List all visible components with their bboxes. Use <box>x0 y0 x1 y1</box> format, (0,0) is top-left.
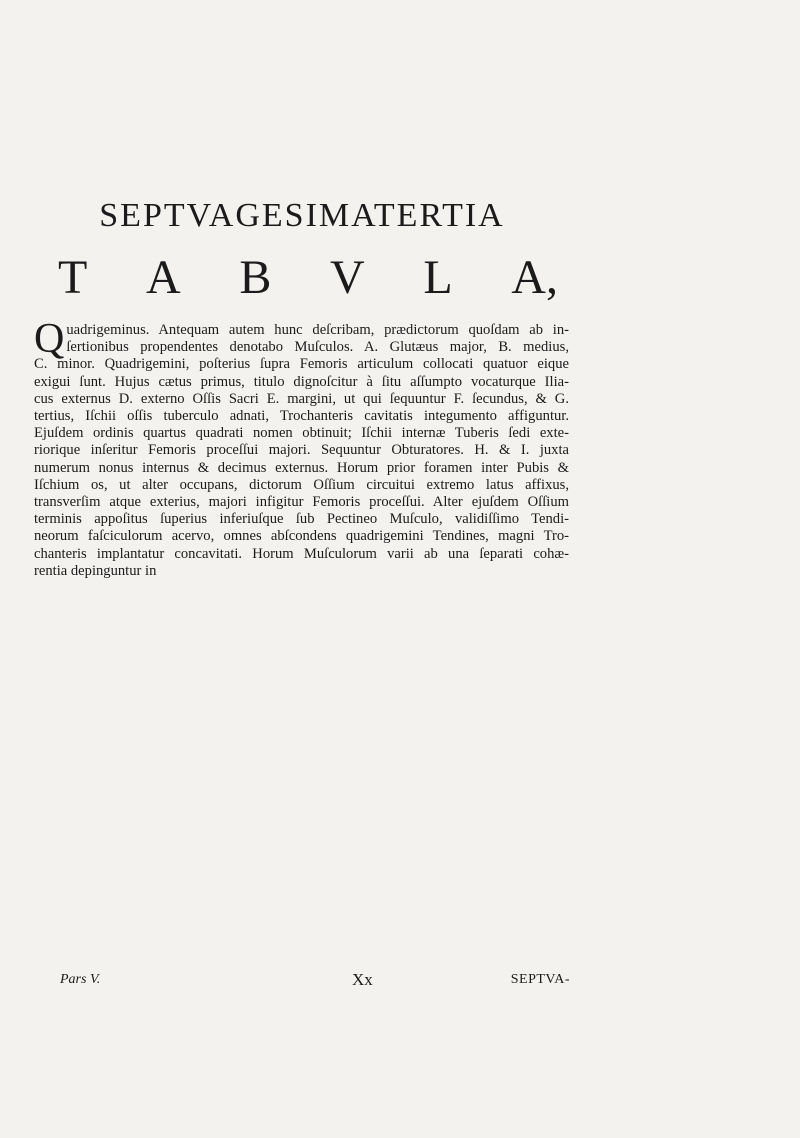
text-line: transverſim atque exterius, majori infigitur Femoris proceſſui. Alter ejuſdem Oſſium <box>34 494 569 511</box>
text-line: Ejuſdem ordinis quartus quadrati nomen obtinuit; Iſchii internæ Tuberis ſedi exte- <box>34 425 569 442</box>
text-line: terminis appoſitus ſuperius inferiuſque ſub Pectineo Muſculo, validiſſimo Tendi- <box>34 511 569 528</box>
heading-letter: L <box>423 251 453 304</box>
drop-cap: Q <box>34 316 65 362</box>
heading-line-1: SEPTVAGESIMATERTIA <box>99 197 505 234</box>
text-line: chanteris implantatur concavitati. Horum Muſculorum varii ab una ſeparati cohæ- <box>34 545 569 562</box>
text-line: numerum nonus internus & decimus externus. Horum prior foramen inter Pubis & <box>34 459 569 476</box>
page-footer <box>60 972 570 992</box>
text-line: ſertionibus propendentes denotabo Muſculos. A. Glutæus major, B. medius, <box>66 339 569 356</box>
heading-letter: A <box>145 251 181 304</box>
part-label: Pars V. <box>60 972 101 987</box>
text-line: tertius, Iſchii oſſis tuberculo adnati, Trochanteris cavitatis integumento affiguntur. <box>34 408 569 425</box>
text-line: neorum faſciculorum acervo, omnes abſcondens quadrigemini Tendines, magni Tro- <box>34 528 569 545</box>
text-line: uadrigeminus. Antequam autem hunc deſcribam, prædictorum quoſdam ab in- <box>66 322 569 338</box>
text-line: cus externus D. externo Oſſis Sacri E. margini, ut qui ſequuntur F. ſecundus, & G. <box>34 390 569 407</box>
text-line: exigui ſunt. Hujus cætus primus, titulo dignoſcitur à ſitu aſſumpto vocaturque Ilia- <box>34 373 569 390</box>
text-line: C. minor. Quadrigemini, poſterius ſupra Femoris articulum collocati quatuor eique <box>34 356 569 373</box>
catchword: SEPTVA- <box>510 972 570 987</box>
heading-letter: A, <box>511 251 558 304</box>
text-line: riorique inſeritur Femoris proceſſui majori. Sequuntur Obturatores. H. & I. juxta <box>34 442 569 459</box>
heading-letter: V <box>329 251 365 304</box>
heading-letter: B <box>239 251 272 304</box>
heading-letter: T <box>58 251 88 304</box>
heading-line-2 <box>58 250 558 306</box>
body-paragraph <box>34 316 569 580</box>
text-line: Iſchium os, ut alter occupans, dictorum Oſſium circuitui extremo latus affixus, <box>34 476 569 493</box>
text-line: rentia depinguntur in <box>34 562 157 579</box>
signature-mark: Xx <box>352 970 373 989</box>
